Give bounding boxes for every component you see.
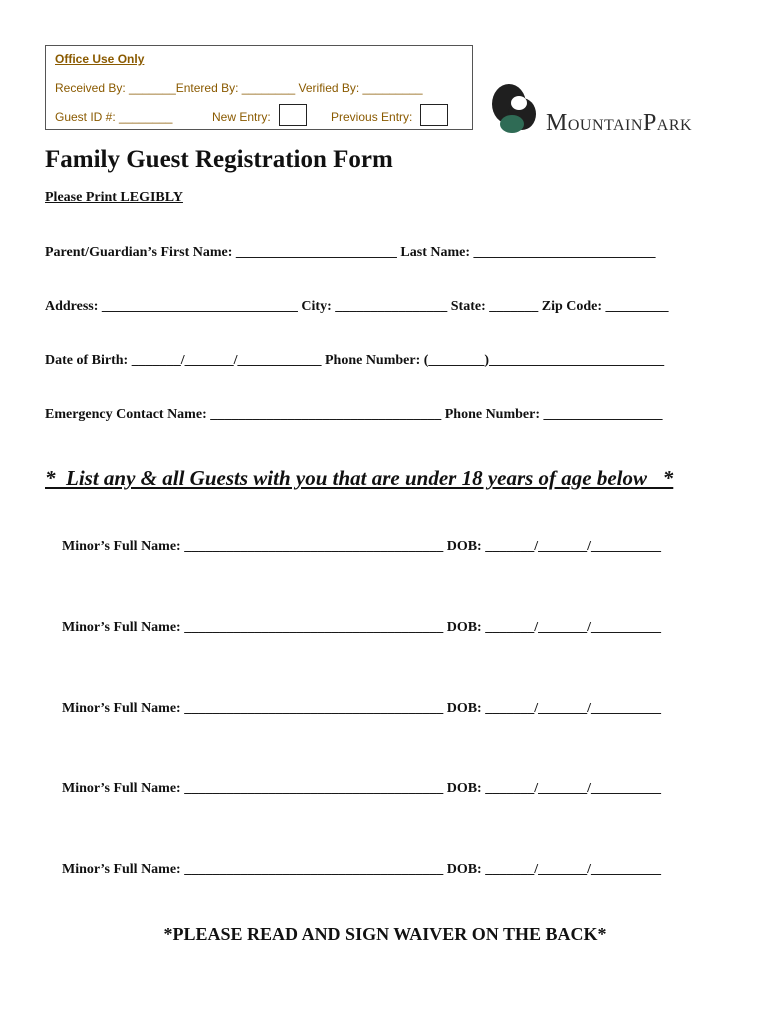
office-guest-id: Guest ID #: ________: [55, 110, 173, 124]
minor-name-field[interactable]: Minor’s Full Name: _____________________________________ DOB: _______/_______/__________: [62, 862, 661, 877]
office-received-entered-verified: Received By: _______Entered By: ________ Verified By: _________: [55, 81, 423, 95]
office-new-entry-label: New Entry:: [212, 110, 271, 124]
new-entry-checkbox[interactable]: [279, 104, 307, 126]
minors-heading: * List any & all Guests with you that are under 18 years of age below *: [45, 466, 674, 490]
minor-name-field[interactable]: Minor’s Full Name: _____________________________________ DOB: _______/_______/__________: [62, 701, 661, 716]
emergency-contact-field[interactable]: Emergency Contact Name: _________________________________ Phone Number: _________________: [45, 407, 663, 422]
parent-guardian-name-field[interactable]: Parent/Guardian’s First Name: _______________________ Last Name: __________________________: [45, 245, 656, 260]
form-subtitle: Please Print LEGIBLY: [45, 190, 183, 205]
office-use-box: [45, 45, 473, 130]
minor-name-field[interactable]: Minor’s Full Name: _____________________________________ DOB: _______/_______/__________: [62, 781, 661, 796]
dob-phone-field[interactable]: Date of Birth: _______/_______/____________ Phone Number: (________)_________________________: [45, 353, 665, 368]
form-title: Family Guest Registration Form: [45, 146, 393, 173]
office-previous-entry-label: Previous Entry:: [331, 110, 413, 124]
minor-name-field[interactable]: Minor’s Full Name: _____________________________________ DOB: _______/_______/__________: [62, 620, 661, 635]
previous-entry-checkbox[interactable]: [420, 104, 448, 126]
waiver-footer: *PLEASE READ AND SIGN WAIVER ON THE BACK*: [163, 924, 607, 944]
minor-name-field[interactable]: Minor’s Full Name: _____________________________________ DOB: _______/_______/__________: [62, 539, 661, 554]
logo-wordmark: MOUNTAINPARK: [546, 110, 693, 136]
address-field[interactable]: Address: ____________________________ City: ________________ State: _______ Zip Code: _________: [45, 299, 669, 314]
office-use-title: Office Use Only: [55, 52, 145, 66]
